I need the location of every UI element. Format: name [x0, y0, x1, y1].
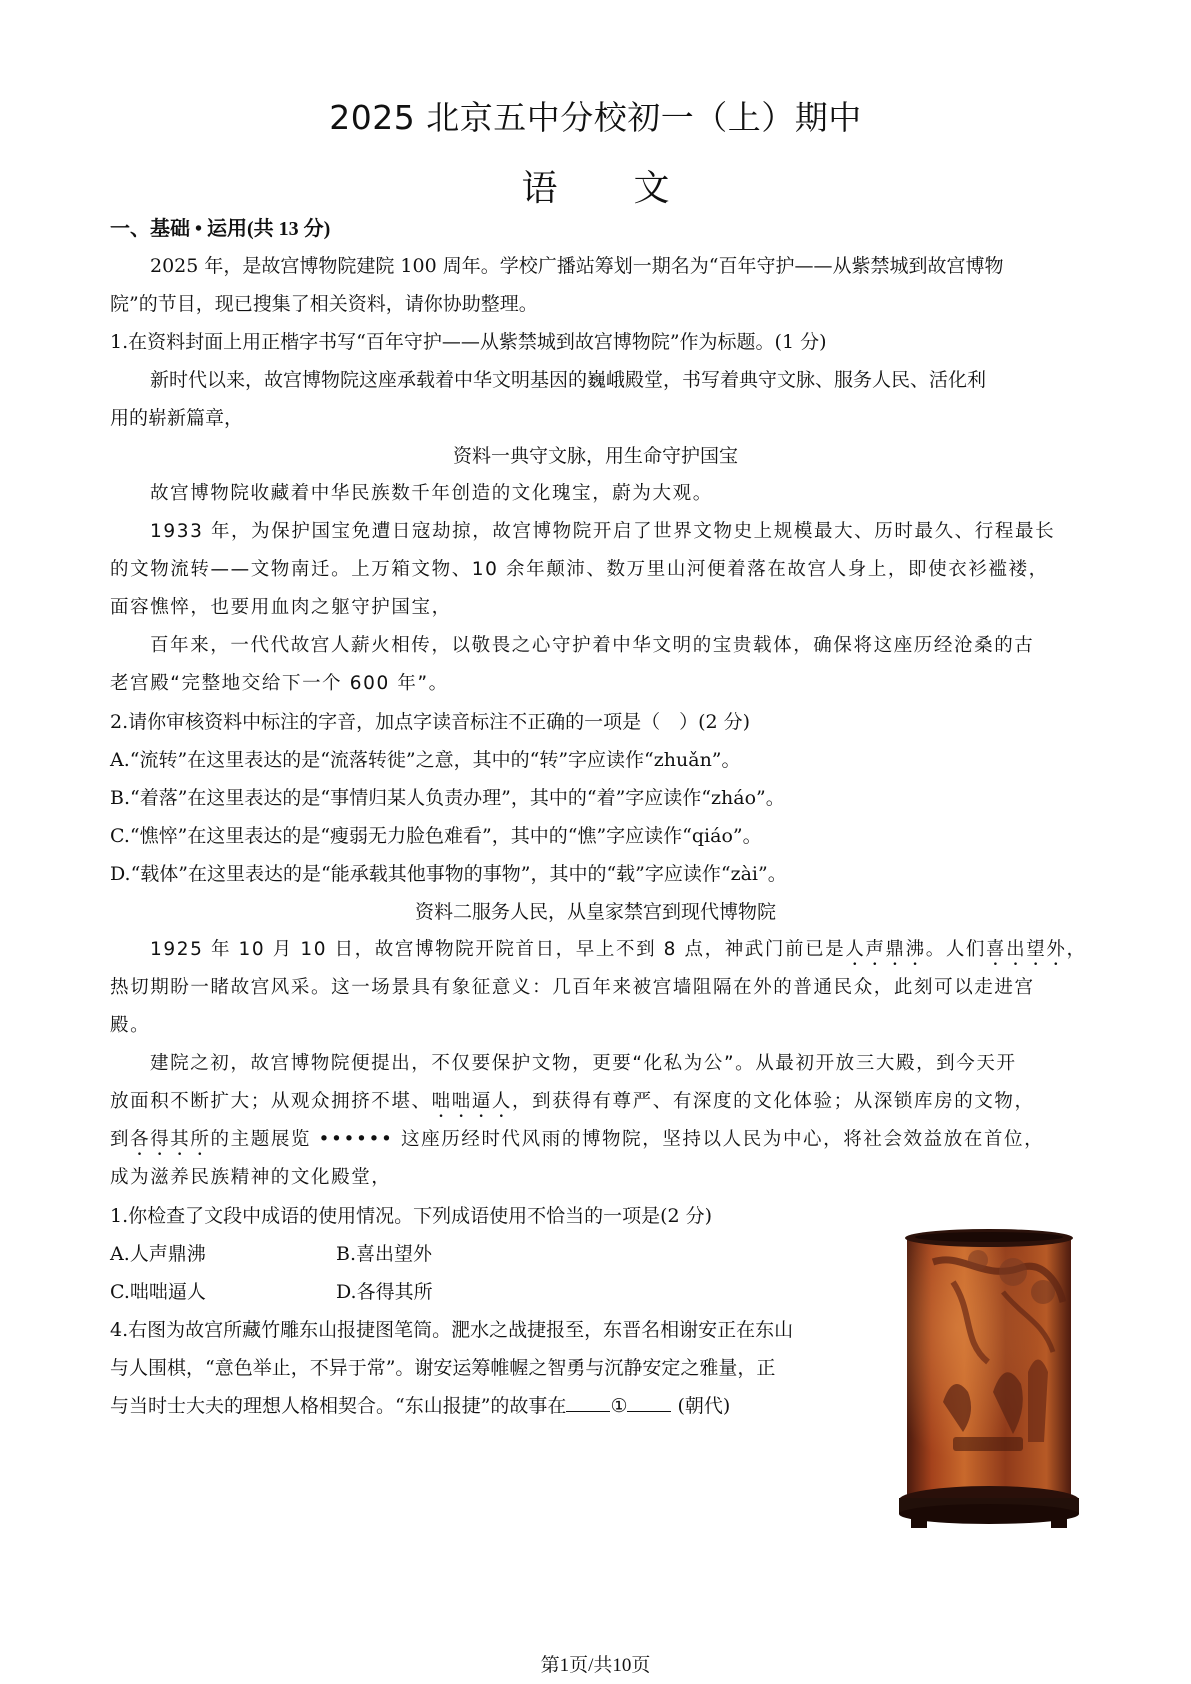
material-2-p2-line-2	[110, 1089, 1035, 1122]
material-2-p1-line-2: 热切期盼一睹故宫风采。这一场景具有象征意义：几百年来被宫墙阻隔在外的普通民众，此刻可以走进宫	[110, 977, 1035, 998]
material-2-heading: 资料二服务人民，从皇家禁宫到现代博物院	[414, 901, 776, 923]
subject-heading	[0, 160, 1191, 211]
subject-char-2: 文	[633, 168, 670, 209]
text-span: 放面积不断扩大；从观众拥挤不堪、	[110, 1091, 432, 1112]
question-3-option-a: A.人声鼎沸	[110, 1243, 206, 1265]
material-2-p1-line-1	[150, 937, 1087, 970]
text-span: ，到获得有尊严、有深度的文化体验；从深锁库房的文物，	[512, 1091, 1035, 1112]
question-3-option-b: B.喜出望外	[336, 1243, 433, 1265]
lead-line-2: 用的崭新篇章，	[110, 407, 244, 429]
emphasized-idiom: 各得其所	[130, 1129, 211, 1150]
page-number: 第1页/共10页	[540, 1655, 651, 1676]
question-1: 1.在资料封面上用正楷字书写“百年守护——从紫禁城到故宫博物院”作为标题。(1 分)	[110, 331, 827, 353]
text-span: 1925 年 10 月 10 日，故宫博物院开院首日，早上不到 8 点，神武门前已是	[150, 939, 846, 960]
material-2-p2-line-3	[110, 1127, 1044, 1160]
question-2-stem: 2.请你审核资料中标注的字音，加点字读音标注不正确的一项是（ ）(2 分)	[110, 711, 751, 733]
page-title: 2025 北京五中分校初一（上）期中	[329, 98, 862, 137]
material-1-line-2: 1933 年，为保护国宝免遭日寇劫掠，故宫博物院开启了世界文物史上规模最大、历时最久、行程最长	[150, 521, 1056, 542]
answer-blank[interactable]	[566, 1393, 610, 1412]
subject-char-1: 语	[521, 168, 558, 209]
question-3-option-c: C.咄咄逼人	[110, 1281, 206, 1303]
intro-line-2: 院”的节目，现已搜集了相关资料，请你协助整理。	[110, 293, 538, 315]
answer-blank[interactable]	[627, 1393, 671, 1412]
material-2-p2-line-1: 建院之初，故宫博物院便提出，不仅要保护文物，更要“化私为公”。从最初开放三大殿，到今天开	[150, 1053, 1017, 1074]
question-4-line-1: 4.右图为故宫所藏竹雕东山报捷图笔筒。淝水之战捷报至，东晋名相谢安正在东山	[110, 1319, 794, 1341]
question-2-option-a: A.“流转”在这里表达的是“流落转徙”之意，其中的“转”字应读作“zhuǎn”。	[110, 749, 741, 771]
material-1-line-4: 面容憔悴，也要用血肉之躯守护国宝，	[110, 597, 452, 618]
question-2-option-d: D.“载体”在这里表达的是“能承载其他事物的事物”，其中的“载”字应读作“zài”。	[110, 863, 787, 885]
material-1-line-6: 老宫殿“完整地交给下一个 600 年”。	[110, 673, 449, 694]
text-span: 的主题展览 •••••• 这座历经时代风雨的博物院，坚持以人民为中心，将社会效益放在首位，	[210, 1129, 1045, 1150]
emphasized-idiom: 人声鼎沸	[845, 939, 926, 960]
material-1-heading: 资料一典守文脉，用生命守护国宝	[452, 445, 738, 467]
blank-marker: ①	[610, 1395, 628, 1417]
emphasized-idiom: 喜出望外	[986, 939, 1067, 960]
material-2-p1-line-3: 殿。	[110, 1015, 151, 1036]
question-3-stem: 1.你检查了文段中成语的使用情况。下列成语使用不恰当的一项是(2 分)	[110, 1205, 713, 1227]
intro-line-1: 2025 年，是故宫博物院建院 100 周年。学校广播站筹划一期名为“百年守护——从紫禁城到故宫博物	[150, 255, 1004, 277]
question-3-option-d: D.各得其所	[336, 1281, 433, 1303]
material-2-p2-line-4: 成为滋养民族精神的文化殿堂，	[110, 1167, 392, 1188]
material-1-line-3: 的文物流转——文物南迁。上万箱文物、10 余年颠沛、数万里山河便着落在故宫人身上，即使衣衫褴褛，	[110, 559, 1049, 580]
text-span: ，	[1066, 939, 1087, 960]
text-span: 与当时士大夫的理想人格相契合。“东山报捷”的故事在	[110, 1395, 567, 1417]
bamboo-brush-pot-image	[893, 1222, 1085, 1532]
text-span: (朝代)	[671, 1395, 731, 1417]
text-span: 到	[110, 1129, 131, 1150]
material-1-line-5: 百年来，一代代故宫人薪火相传，以敬畏之心守护着中华文明的宝贵载体，确保将这座历经沧桑的古	[150, 635, 1035, 656]
question-2-option-c: C.“憔悴”在这里表达的是“瘦弱无力脸色难看”，其中的“憔”字应读作“qiáo”。	[110, 825, 762, 847]
section-heading: 一、基础 • 运用(共 13 分)	[110, 218, 331, 240]
question-4-line-3	[110, 1393, 730, 1419]
lead-line-1: 新时代以来，故宫博物院这座承载着中华文明基因的巍峨殿堂，书写着典守文脉、服务人民、活化利	[150, 369, 987, 391]
question-4-line-2: 与人围棋，“意色举止，不异于常”。谢安运筹帷幄之智勇与沉静安定之雅量，正	[110, 1357, 776, 1379]
text-span: 。人们	[925, 939, 987, 960]
question-2-option-b: B.“着落”在这里表达的是“事情归某人负责办理”，其中的“着”字应读作“zháo”。	[110, 787, 785, 809]
material-1-line-1: 故宫博物院收藏着中华民族数千年创造的文化瑰宝，蔚为大观。	[150, 483, 713, 504]
emphasized-idiom: 咄咄逼人	[431, 1091, 513, 1112]
